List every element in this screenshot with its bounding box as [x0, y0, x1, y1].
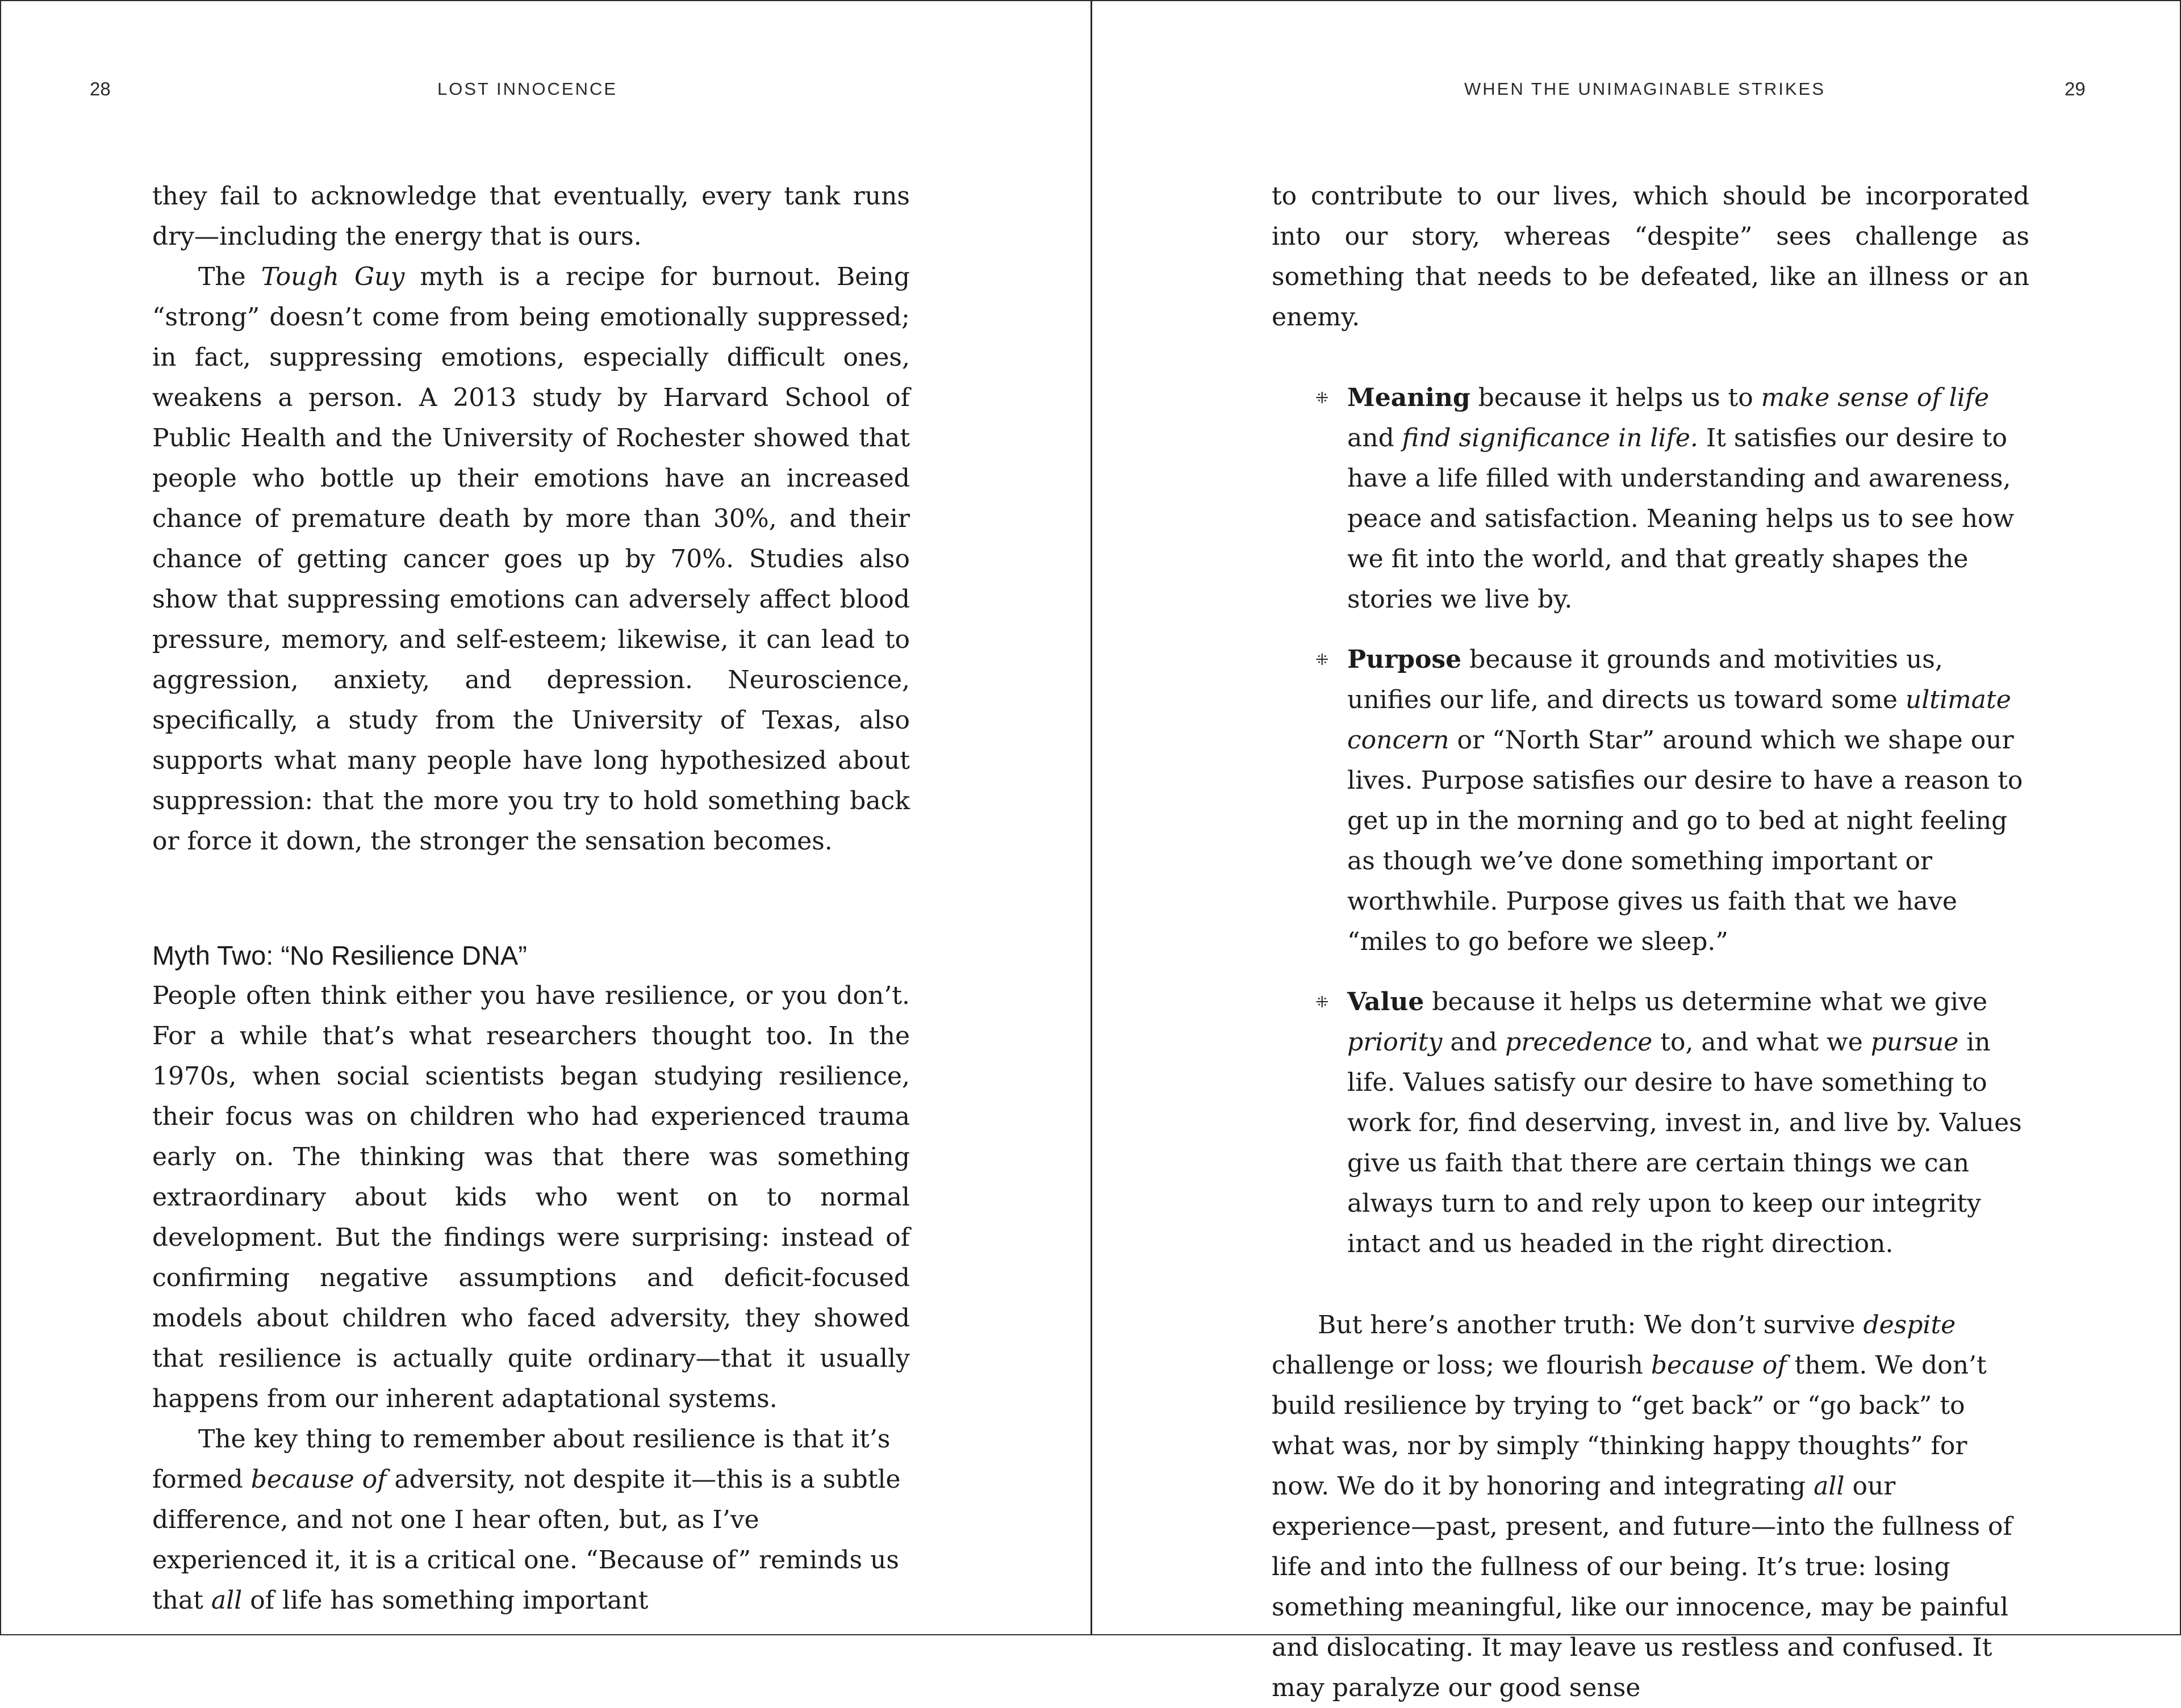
list-item: ⁜ Meaning because it helps us to make sense of life and find significance in life. It satisfies our desire to have a life filled with understanding and awareness, peace and satisfaction. Meaning helps us to see how we fit into the world, and that greatly shapes the stories we live by. [1272, 378, 2029, 619]
section-heading: Myth Two: “No Resilience DNA” [152, 940, 527, 970]
page-gutter [1090, 1, 1092, 1634]
running-head-right: WHEN THE UNIMAGINABLE STRIKES [1464, 79, 1825, 99]
bullet-list [1272, 378, 2029, 1264]
paragraph: they fail to acknowledge that eventually, every tank runs dry—including the energy that is ours. [152, 182, 910, 251]
list-item: ⁜ Purpose because it grounds and motivities us, unifies our life, and directs us toward some ultimate concern or “North Star” around which we shape our lives. Purpose satisfies our desire to have a reason to get up in the morning and go to bed at night feeling as though we’ve done something important or worthwhile. Purpose gives us faith that we have “miles to go before we sleep.” [1272, 639, 2029, 962]
paragraph: But here’s another truth: We don’t survive despite challenge or loss; we flourish because of them. We don’t build resilience by trying to “get back” or “go back” to what was, nor by simply “thinking happy thoughts” for now. We do it by honoring and integrating all our experience—past, present, and future—into the fullness of life and into the fullness of our being. It’s true: losing something meaningful, like our innocence, may be painful and dislocating. It may leave us restless and confused. It may paralyze our good sense [1272, 1311, 2012, 1702]
running-head-left: LOST INNOCENCE [437, 79, 618, 99]
ornament-bullet-icon: ⁜ [1315, 993, 1329, 1011]
page-number-right: 29 [2065, 78, 2086, 99]
paragraph: People often think either you have resilience, or you don’t. For a while that’s what researchers thought too. In the 1970s, when social scientists began studying resilience, their focus was on children who had experienced trauma early on. The thinking was that there was something extraordinary about kids who went on to normal development. But the findings were surprising: instead of confirming negative assumptions and deficit-focused models about children who faced adversity, they showed that resilience is actually quite ordinary—that it usually happens from our inherent adaptational systems. [152, 981, 910, 1413]
paragraph: The Tough Guy myth is a recipe for burnout. Being “strong” doesn’t come from being emotionally suppressed; in fact, suppressing emotions, especially difficult ones, weakens a person. A 2013 study by Harvard School of Public Health and the University of Rochester showed that people who bottle up their emotions have an increased chance of premature death by more than 30%, and their chance of getting cancer goes up by 70%. Studies also show that suppressing emotions can adversely affect blood pressure, memory, and self-esteem; likewise, it can lead to aggression, anxiety, and depression. Neuroscience, specifically, a study from the University of Texas, also supports what many people have long hypothesized about suppression: that the more you try to hold something back or force it down, the stronger the sensation becomes. [152, 262, 910, 856]
right-page-body [1272, 176, 2029, 1708]
ornament-bullet-icon: ⁜ [1315, 388, 1329, 407]
ornament-bullet-icon: ⁜ [1315, 650, 1329, 669]
paragraph: to contribute to our lives, which should be incorporated into our story, whereas “despite” sees challenge as something that needs to be defeated, like an illness or an enemy. [1272, 182, 2029, 332]
left-page-body [152, 176, 910, 1621]
paragraph: The key thing to remember about resilience is that it’s formed because of adversity, not despite it—this is a subtle difference, and not one I hear often, but, as I’ve experienced it, it is a critical one. “Because of” reminds us that all of life has something important [152, 1425, 901, 1615]
list-item: ⁜ Value because it helps us determine what we give priority and precedence to, and what we pursue in life. Values satisfy our desire to have something to work for, find deserving, invest in, and live by. Values give us faith that there are certain things we can always turn to and rely upon to keep our integrity intact and us headed in the right direction. [1272, 982, 2029, 1264]
page-number-left: 28 [90, 78, 111, 99]
